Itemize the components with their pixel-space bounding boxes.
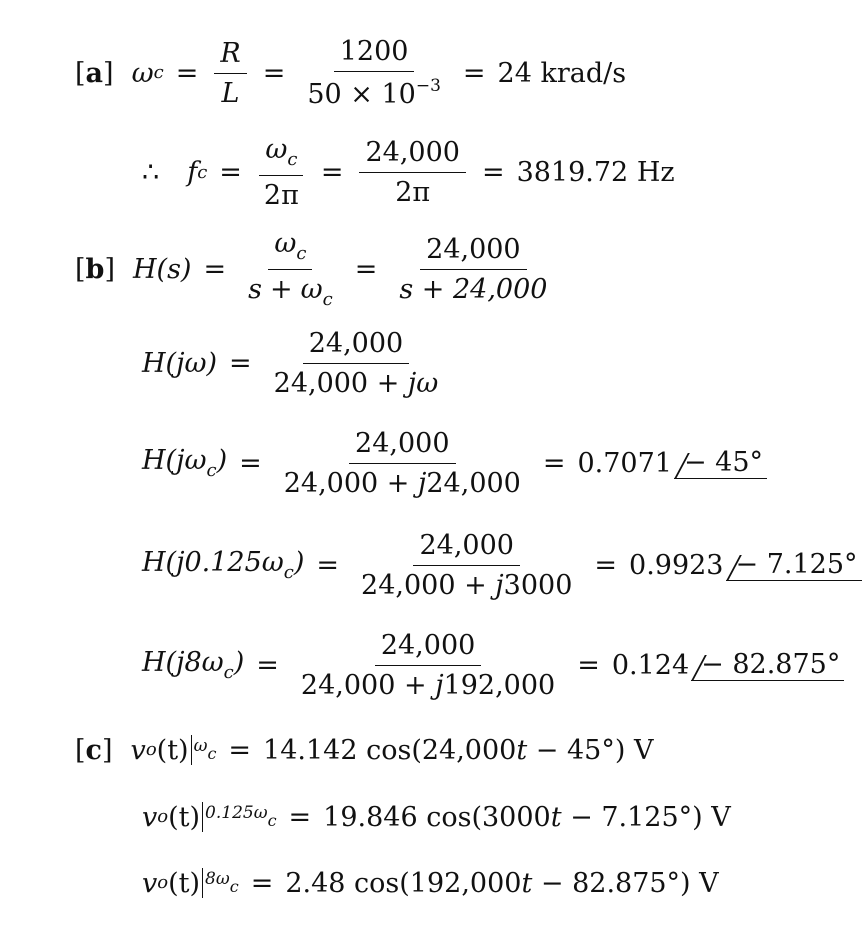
cutoff-result: 24 krad/s [497, 57, 627, 89]
part-c-line-2: v o (t) 0.125ωc = 19.846 cos(3000t − 7.125°) V [142, 801, 731, 833]
part-b-tag: [b] [75, 254, 115, 285]
h-at-high-freq-fraction: $\frac{24,000}{24,000 + j192,000}$ [300, 630, 556, 701]
transfer-function-numeric: $\frac{24,000}{s + 24,000}$ [399, 234, 548, 305]
part-b-line-2: H(jω) = $\frac{24,000}{24,000 + j\omega}$ [142, 330, 448, 397]
part-a-tag: [a] [75, 57, 114, 89]
h-at-low-freq-fraction: $\frac{24,000}{24,000 + j3000}$ [361, 530, 573, 601]
part-b-line-4: $H(j0.125\omega_c)$ = $\frac{24,000}{24,000 + j3000}$ = 0.9923 − 7.125° [142, 532, 862, 599]
output-at-low-freq: 19.846 cos(3000t − 7.125°) V [323, 801, 731, 833]
transfer-function-symbolic: $\frac{\omega_c}{s + \omega_c}$ [248, 228, 333, 310]
r-over-l-fraction: $\frac{R}{L}$ [214, 40, 246, 107]
h-at-cutoff-fraction: $\frac{24,000}{24,000 + j24,000}$ [283, 428, 521, 499]
output-at-high-freq: 2.48 cos(192,000t − 82.875°) V [285, 867, 719, 899]
part-b-line-3: $H(j\omega_c)$ = $\frac{24,000}{24,000 + j24,000}$ = 0.7071 − 45° [142, 430, 767, 497]
therefore-symbol: ∴ [142, 157, 160, 188]
part-c-line-3: v o (t) 8ωc = 2.48 cos(192,000t − 82.875°) V [142, 867, 719, 899]
phase-angle: − 82.875° [691, 651, 844, 681]
h-jomega-fraction: $\frac{24,000}{24,000 + j\omega}$ [273, 328, 439, 399]
magnitude-value: 0.9923 [629, 550, 724, 581]
numeric-fraction: $\frac{1200}{50 \times 10^{-3}}$ [307, 36, 441, 110]
part-a-line-2: ∴ f c = $\frac{\omega_c}{2\pi}$ = $\frac{24,000}{2\pi}$ = 3819.72 Hz [142, 134, 675, 211]
omega-over-2pi-fraction: $\frac{\omega_c}{2\pi}$ [258, 136, 305, 209]
omega-symbol: ω [131, 57, 154, 89]
part-c-tag: [c] [75, 734, 113, 766]
phase-angle: − 45° [674, 449, 767, 479]
part-b-line-5: $H(j8\omega_c)$ = $\frac{24,000}{24,000 + j192,000}$ = 0.124 − 82.875° [142, 632, 844, 699]
magnitude-value: 0.124 [611, 650, 690, 681]
numeric-frequency-fraction: $\frac{24,000}{2\pi}$ [359, 139, 465, 206]
output-at-cutoff: 14.142 cos(24,000t − 45°) V [263, 734, 654, 766]
frequency-result: 3819.72 Hz [516, 157, 675, 188]
part-b-line-1: [b] H(s) = $\frac{\omega_c}{s + \omega_c}$ = $\frac{24,000}{s + 24,000}$ [75, 230, 557, 309]
part-c-line-1: [c] v o (t) ωc = 14.142 cos(24,000t − 45°) V [75, 734, 654, 766]
phase-angle: − 7.125° [726, 551, 862, 581]
magnitude-value: 0.7071 [577, 448, 672, 479]
part-a-line-1: [a] ω c = $\frac{R}{L}$ = $\frac{1200}{50 \times 10^{-3}}$ = 24 krad/s [75, 36, 627, 110]
